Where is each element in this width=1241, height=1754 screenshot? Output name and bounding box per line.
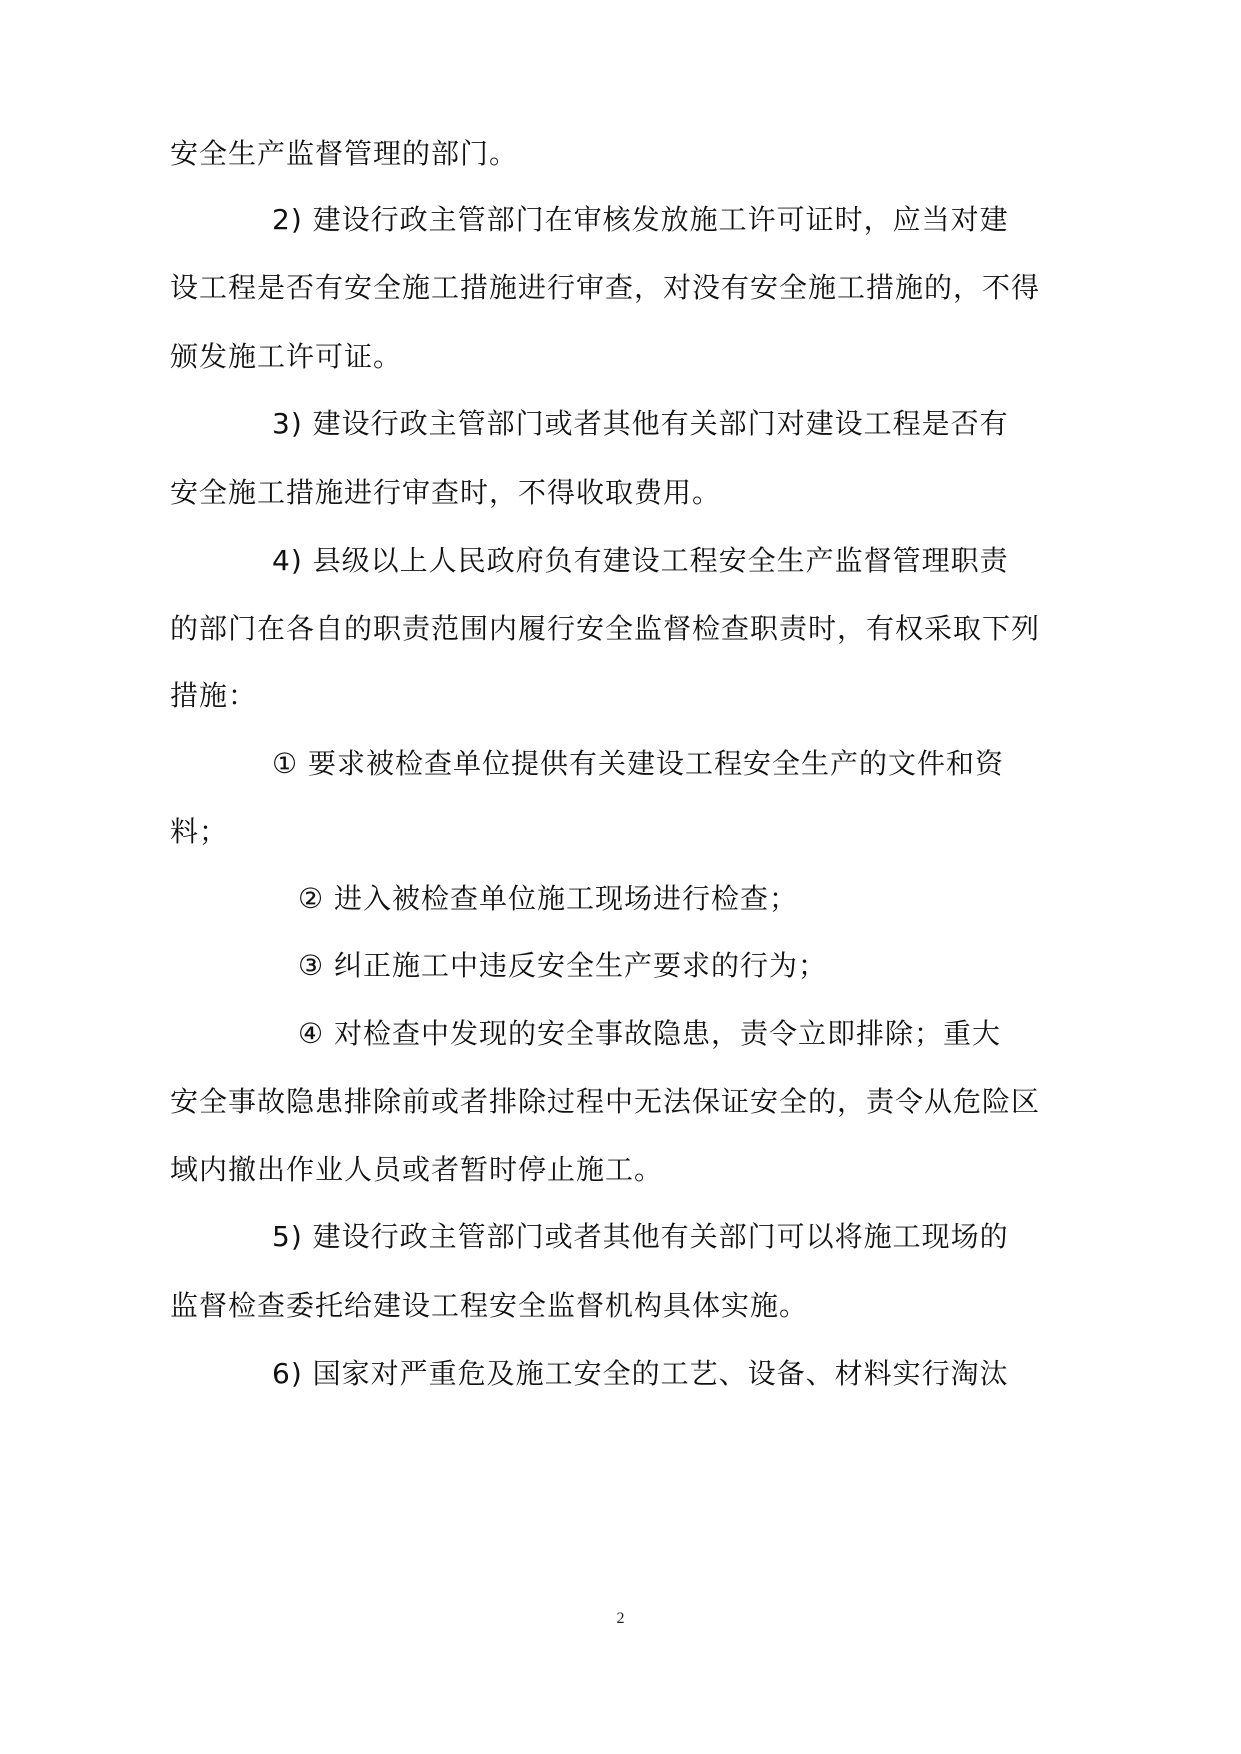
text-line: 料；: [170, 815, 229, 848]
text-line: 安全事故隐患排除前或者排除过程中无法保证安全的，责令从危险区: [170, 1085, 1041, 1118]
text-line: 6) 国家对严重危及施工安全的工艺、设备、材料实行淘汰: [272, 1357, 1009, 1390]
text-line: 4) 县级以上人民政府负有建设工程安全生产监督管理职责: [272, 544, 1009, 577]
text-line: 措施：: [170, 679, 258, 712]
text-line: 安全施工措施进行审查时，不得收取费用。: [170, 476, 722, 509]
text-line: 5) 建设行政主管部门或者其他有关部门可以将施工现场的: [272, 1220, 1009, 1253]
text-line: ④ 对检查中发现的安全事故隐患，责令立即排除；重大: [298, 1017, 1002, 1050]
page-number: 2: [616, 1610, 625, 1627]
text-line: ③ 纠正施工中违反安全生产要求的行为；: [298, 949, 828, 982]
text-line: ② 进入被检查单位施工现场进行检查；: [298, 882, 799, 915]
text-line: 颁发施工许可证。: [170, 340, 403, 373]
text-line: 3) 建设行政主管部门或者其他有关部门对建设工程是否有: [272, 407, 1009, 440]
text-line: 的部门在各自的职责范围内履行安全监督检查职责时，有权采取下列: [170, 612, 1041, 645]
text-line: 安全生产监督管理的部门。: [170, 137, 519, 170]
text-line: 2) 建设行政主管部门在审核发放施工许可证时，应当对建: [272, 203, 1009, 236]
text-line: 监督检查委托给建设工程安全监督机构具体实施。: [170, 1289, 809, 1322]
text-line: 设工程是否有安全施工措施进行审查，对没有安全施工措施的，不得: [170, 271, 1041, 304]
text-line: 域内撤出作业人员或者暂时停止施工。: [170, 1153, 664, 1186]
text-line: ① 要求被检查单位提供有关建设工程安全生产的文件和资: [272, 747, 1005, 780]
